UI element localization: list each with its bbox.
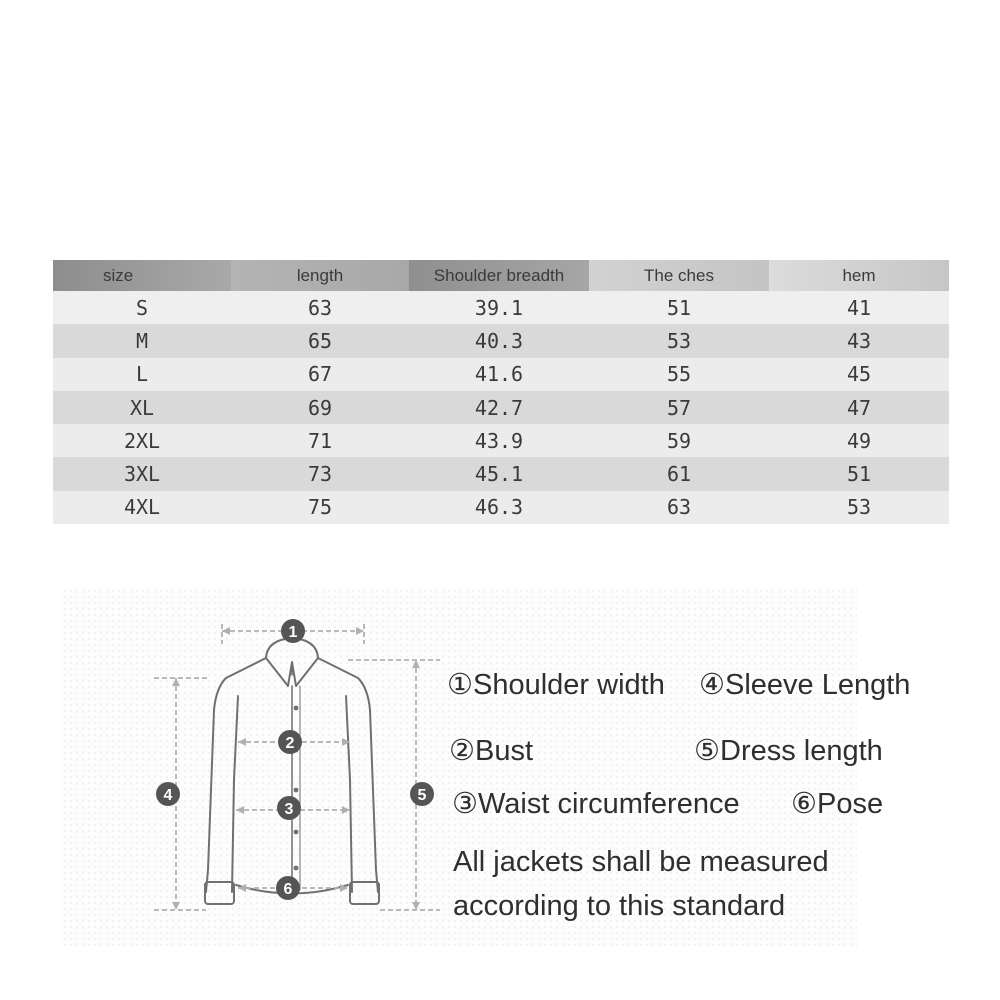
- cell-shoulder-breadth: 39.1: [409, 291, 589, 324]
- cell-hem: 49: [769, 424, 949, 457]
- cell-size: 4XL: [53, 491, 231, 524]
- marker-5-label: 5: [417, 787, 427, 804]
- measurement-note-line-1: All jackets shall be measured: [453, 846, 829, 878]
- size-table: [53, 260, 949, 524]
- cell-hem: 45: [769, 358, 949, 391]
- marker-3: [277, 796, 301, 820]
- marker-3-label: 3: [284, 801, 294, 818]
- cell-chest: 63: [589, 491, 769, 524]
- cell-length: 75: [231, 491, 409, 524]
- marker-2-label: 2: [285, 735, 295, 752]
- table-header-row: [53, 260, 949, 291]
- legend-sleeve-length: ④Sleeve Length: [699, 669, 911, 701]
- cell-chest: 53: [589, 324, 769, 357]
- legend-waist-circumference: ③Waist circumference: [452, 788, 740, 820]
- cell-chest: 61: [589, 457, 769, 490]
- cell-size: S: [53, 291, 231, 324]
- column-header-size: size: [53, 260, 231, 291]
- cell-chest: 55: [589, 358, 769, 391]
- marker-4-label: 4: [163, 787, 173, 804]
- shirt-measurement-diagram: [140, 600, 450, 925]
- column-header-chest: The ches: [589, 260, 769, 291]
- cell-shoulder-breadth: 45.1: [409, 457, 589, 490]
- table-row: [53, 391, 949, 424]
- shirt-outline: [205, 638, 379, 904]
- cell-size: 2XL: [53, 424, 231, 457]
- cell-shoulder-breadth: 43.9: [409, 424, 589, 457]
- cell-hem: 53: [769, 491, 949, 524]
- cell-length: 73: [231, 457, 409, 490]
- cell-size: XL: [53, 391, 231, 424]
- cell-chest: 59: [589, 424, 769, 457]
- table-row: [53, 324, 949, 357]
- marker-2: [278, 730, 302, 754]
- cell-size: L: [53, 358, 231, 391]
- legend-pose: ⑥Pose: [791, 788, 884, 820]
- cell-length: 69: [231, 391, 409, 424]
- cell-length: 63: [231, 291, 409, 324]
- marker-1: [281, 619, 305, 643]
- cell-shoulder-breadth: 42.7: [409, 391, 589, 424]
- cell-shoulder-breadth: 46.3: [409, 491, 589, 524]
- cell-shoulder-breadth: 40.3: [409, 324, 589, 357]
- column-header-shoulder-breadth: Shoulder breadth: [409, 260, 589, 291]
- column-header-hem: hem: [769, 260, 949, 291]
- table-row: [53, 491, 949, 524]
- cell-length: 67: [231, 358, 409, 391]
- table-row: [53, 291, 949, 324]
- cell-size: M: [53, 324, 231, 357]
- marker-1-label: 1: [288, 624, 298, 641]
- legend-shoulder-width: ①Shoulder width: [447, 669, 665, 701]
- marker-6-label: 6: [283, 881, 293, 898]
- table-row: [53, 457, 949, 490]
- marker-4: [156, 782, 180, 806]
- table-row: [53, 424, 949, 457]
- cell-hem: 47: [769, 391, 949, 424]
- cell-length: 71: [231, 424, 409, 457]
- marker-5: [410, 782, 434, 806]
- cell-size: 3XL: [53, 457, 231, 490]
- cell-chest: 57: [589, 391, 769, 424]
- legend-bust: ②Bust: [449, 735, 534, 767]
- cell-hem: 43: [769, 324, 949, 357]
- cell-chest: 51: [589, 291, 769, 324]
- measurement-note-line-2: according to this standard: [453, 890, 786, 922]
- cell-hem: 51: [769, 457, 949, 490]
- marker-6: [276, 876, 300, 900]
- column-header-length: length: [231, 260, 409, 291]
- table-row: [53, 358, 949, 391]
- cell-shoulder-breadth: 41.6: [409, 358, 589, 391]
- cell-length: 65: [231, 324, 409, 357]
- shirt-buttons: [294, 706, 299, 871]
- cell-hem: 41: [769, 291, 949, 324]
- legend-dress-length: ⑤Dress length: [694, 735, 883, 767]
